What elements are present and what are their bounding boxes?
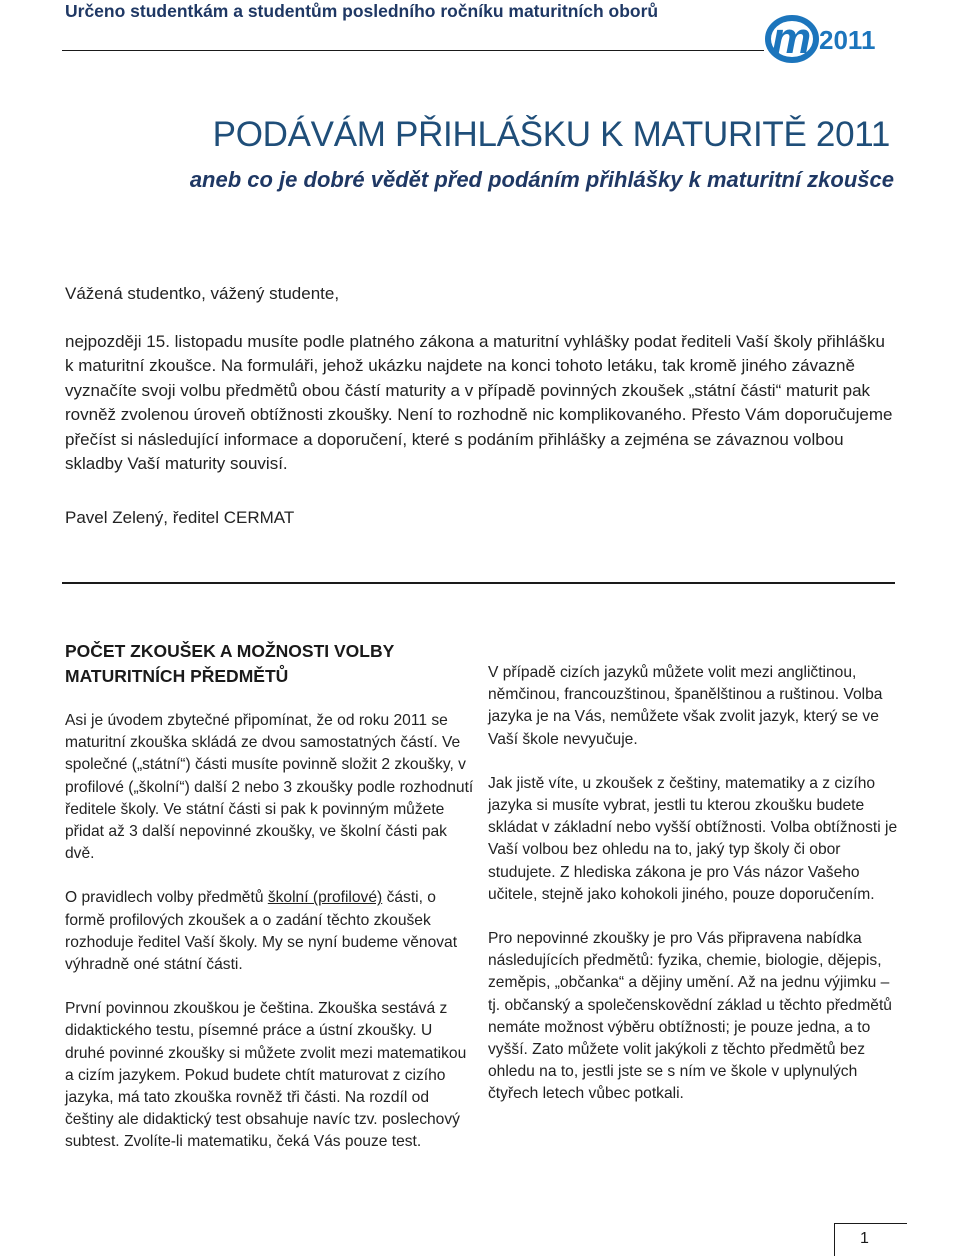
right-paragraph-1: V případě cizích jazyků můžete volit mezi angličtinou, němčinou, francouzštinou, španělštinou a ruštinou. Volba jazyka je na Vás, nemůžete však zvolit jazyk, který se ve Vaší škole nevyučuje. (488, 664, 883, 748)
left-paragraph-2-end: části, o formě profilových zkoušek a o zadání těchto zkoušek rozhoduje ředitel Vaší školy. My se nyní budeme věnovat výhradně oné státní části. (65, 889, 458, 974)
logo-year: 2011 (819, 25, 876, 55)
left-column (65, 710, 475, 1154)
right-column (488, 662, 898, 1106)
page-number: 1 (860, 1230, 869, 1247)
right-paragraph-3: Pro nepovinné zkoušky je pro Vás připravena nabídka následujících předmětů: fyzika, chemie, biologie, dějepis, zeměpis, „občanka“ a dějiny umění. Až na jednu výjimku – tj. občanský a společenskovědní základ u těchto předmětů nemáte možnost výběru obtížnosti; je pouze jedna, a to vyšší. Zato můžete volit jakýkoli z těchto předmětů bez ohledu na to, jestli jste se s ním ve škole v uplynulých čtyřech letech vůbec potkali. (488, 930, 892, 1103)
section-divider (62, 582, 895, 584)
page-number-frame (834, 1223, 907, 1256)
left-paragraph-3: První povinnou zkouškou je čeština. Zkouška sestává z didaktického testu, písemné práce a ústní zkoušky. U druhé povinné zkoušky si můžete zvolit mezi matematikou a cizím jazykem. Pokud budete chtít maturovat z cizího jazyka, má tato zkouška rovněž tři části. Na rozdíl od češtiny ale didaktický test obsahuje navíc tzv. poslechový subtest. Zvolíte-li matematiku, čeká Vás pouze test. (65, 1000, 467, 1151)
maturita-2011-logo (765, 12, 895, 66)
left-paragraph-1: Asi je úvodem zbytečné připomínat, že od roku 2011 se maturitní zkouška skládá ze dvou samostatných částí. Ve společné („státní“) části musíte povinně složit 2 zkoušky, v profilové („školní“) další 2 nebo 3 zkoušky podle rozhodnutí ředitele školy. Ve státní části si pak k povinným můžete přidat až 3 další nepovinné zkoušky, ve školní části pak dvě. (65, 712, 474, 863)
right-paragraph-2: Jak jistě víte, u zkoušek z češtiny, matematiky a z cizího jazyka si musíte vybrat, jestli tu kterou zkoušku budete skládat v základní nebo vyšší obtížnosti. Volba obtížnosti je Vaší volbou bez ohledu na to, jaký typ školy či obor studujete. Z hlediska zákona je pro Vás názor Vašeho učitele, stejně jako kohokoli jiného, pouze doporučením. (488, 774, 898, 903)
greeting: Vážená studentko, vážený studente, (65, 284, 340, 303)
signature: Pavel Zelený, ředitel CERMAT (65, 508, 295, 527)
page-title: PODÁVÁM PŘIHLÁŠKU K MATURITĚ 2011 (212, 115, 890, 154)
left-paragraph-2-start: O pravidlech volby předmětů (65, 889, 268, 907)
document-header-title: Určeno studentkám a studentům posledního ročníku maturitních oborů (65, 1, 659, 21)
page-subtitle: aneb co je dobré vědět před podáním přihlášky k maturitní zkoušce (189, 167, 894, 192)
header-rule (62, 50, 764, 51)
logo-letter: m (772, 14, 812, 63)
school-part-link: školní (profilové) (267, 889, 383, 907)
left-paragraph-2 (65, 887, 475, 976)
section-heading: POČET ZKOUŠEK A MOŽNOSTI VOLBY MATURITNÍCH PŘEDMĚTŮ (65, 641, 394, 686)
intro-paragraph: nejpozději 15. listopadu musíte podle platného zákona a maturitní vyhlášky podat řediteli Vaší školy přihlášku k maturitní zkoušce. Na formuláři, jehož ukázku najdete na konci tohoto letáku, tak kromě jiného závazně vyznačíte svoji volbu předmětů obou částí maturity a v případě povinných zkoušek „státní části“ maturit pak rovněž zvolenou úroveň obtížnosti zkoušky. Není to rozhodně nic komplikovaného. Přesto Vám doporučujeme přečíst si následující informace a doporučení, které s podáním přihlášky a zejména se závaznou volbou skladby Vaší maturity souvisí. (65, 332, 893, 474)
